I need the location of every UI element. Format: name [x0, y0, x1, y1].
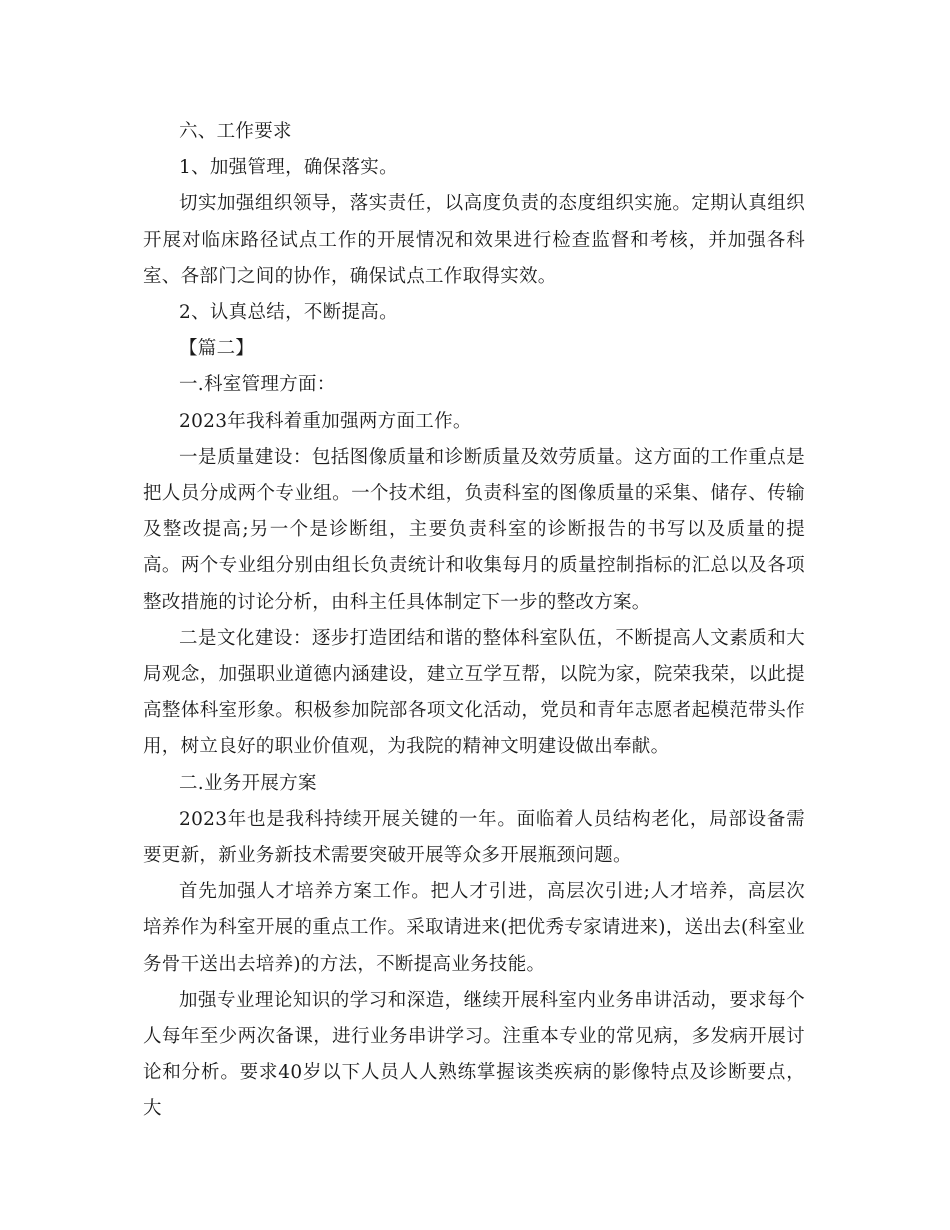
section-heading-business-plan: 二.业务开展方案: [179, 772, 317, 794]
item-2-heading: 2、认真总结，不断提高。: [179, 302, 398, 324]
document-body: [143, 114, 805, 1128]
item-1-heading: 1、加强管理，确保落实。: [179, 157, 398, 179]
paragraph-talent-training: 首先加强人才培养方案工作。把人才引进，高层次引进;人才培养，高层次培养作为科室开展的重点工作。采取请进来(把优秀专家请进来)，送出去(科室业务骨干送出去培养)的方法，不断提高业务技能。: [143, 881, 805, 975]
section-heading-department-management: 一.科室管理方面：: [179, 374, 336, 396]
paragraph-culture-building: 二是文化建设：逐步打造团结和谐的整体科室队伍，不断提高人文素质和大局观念，加强职业道德内涵建设，建立互学互帮，以院为家，院荣我荣，以此提高整体科室形象。积极参加院部各项文化活动，党员和青年志愿者起模范带头作用，树立良好的职业价值观，为我院的精神文明建设做出奉献。: [143, 627, 805, 758]
section-heading-work-requirements: 六、工作要求: [179, 121, 292, 142]
item-1-body: 切实加强组织领导，落实责任，以高度负责的态度组织实施。定期认真组织开展对临床路径试点工作的开展情况和效果进行检查监督和考核，并加强各科室、各部门之间的协作，确保试点工作取得实效。: [143, 193, 805, 287]
paragraph-2023-focus: 2023年我科着重加强两方面工作。: [179, 410, 472, 432]
paragraph-2023-key-year: 2023年也是我科持续开展关键的一年。面临着人员结构老化，局部设备需要更新，新业务新技术需要突破开展等众多开展瓶颈问题。: [143, 808, 805, 867]
paragraph-quality-building: 一是质量建设：包括图像质量和诊断质量及效劳质量。这方面的工作重点是把人员分成两个专业组。一个技术组，负责科室的图像质量的采集、储存、传输及整改提高;另一个是诊断组，主要负责科室的诊断报告的书写以及质量的提高。两个专业组分别由组长负责统计和收集每月的质量控制指标的汇总以及各项整改措施的讨论分析，由科主任具体制定下一步的整改方案。: [143, 446, 805, 613]
part-two-heading: 【篇二】: [179, 338, 255, 360]
paragraph-professional-study: 加强专业理论知识的学习和深造，继续开展科室内业务串讲活动，要求每个人每年至少两次备课，进行业务串讲学习。注重本专业的常见病，多发病开展讨论和分析。要求40岁以下人员人人熟练掌握该类疾病的影像特点及诊断要点，大: [143, 989, 805, 1120]
